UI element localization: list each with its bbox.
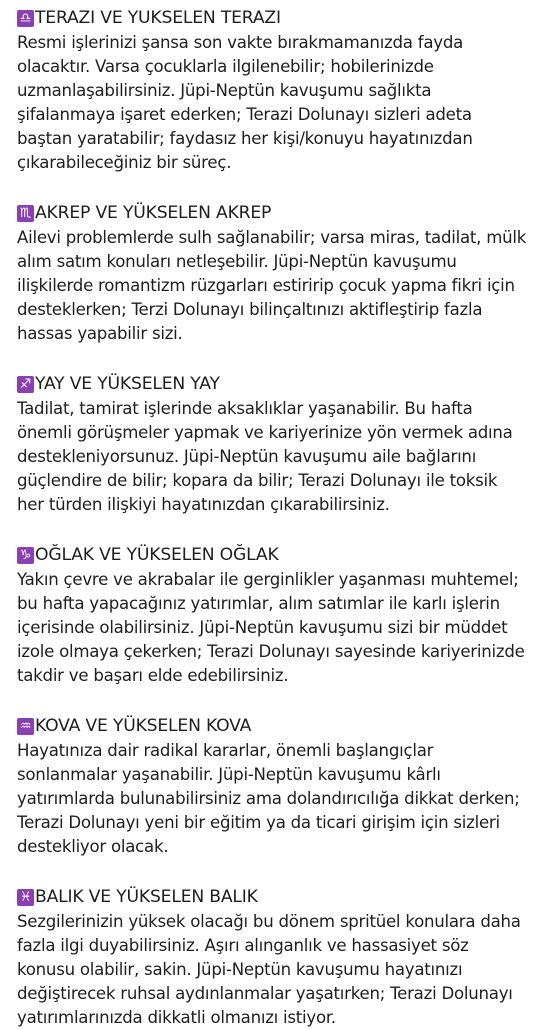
body-line: baştan yaratabilir; faydasız her kişi/konuyu hayatınızdan — [17, 129, 473, 148]
body-line: yatırımlarda bulunabilirsiniz ama dolandırıcılığa dikkat derken; — [17, 789, 520, 808]
body-line: fazla ilgi duyabilirsiniz. Aşırı alınganlık ve hassasiyet söz — [17, 936, 469, 955]
section-title: YAY VE YÜKSELEN YAY — [35, 374, 220, 394]
body-line: Terazi Dolunayı yeni bir eğitim ya da ticari girişim için sizleri — [17, 813, 500, 832]
aquarius-icon: ♒ — [17, 718, 34, 735]
section-heading — [17, 543, 533, 568]
body-line: şifalanmaya işaret ederken; Terazi Dolunayı sizleri adeta — [17, 105, 472, 124]
body-line: konusu olabilir, sakin. Jüpi-Neptün kavuşumu hayatınızı — [17, 960, 463, 979]
body-line: önemli görüşmeler yapmak ve kariyerinize yön vermek adına — [17, 423, 513, 442]
libra-icon: ♎ — [17, 10, 34, 27]
section-title: KOVA VE YÜKSELEN KOVA — [35, 716, 252, 736]
section-body — [17, 568, 533, 688]
section-title: AKREP VE YÜKSELEN AKREP — [35, 203, 272, 223]
body-line: her türden ilişkiyi hayatınızdan çıkarabilirsiniz. — [17, 495, 390, 514]
body-line: izole olmaya çekerken; Terazi Dolunayı sayesinde kariyerinizde — [17, 642, 525, 661]
sign-section — [17, 543, 533, 688]
body-line: değiştirecek ruhsal aydınlanmalar yaşatırken; Terazi Dolunayı — [17, 984, 513, 1003]
sign-section — [17, 201, 533, 346]
sign-section — [17, 372, 533, 517]
section-body — [17, 226, 533, 346]
sagittarius-icon: ♐ — [17, 376, 34, 393]
sign-section — [17, 885, 533, 1030]
body-line: çıkarabileceğiniz bir süreç. — [17, 153, 232, 172]
body-line: Resmi işlerinizi şansa son vakte bırakmamanızda fayda — [17, 33, 464, 52]
body-line: bu hafta yapacağınız yatırımlar, alım satımlar ile karlı işlerin — [17, 594, 500, 613]
body-line: takdir ve başarı elde edebilirsiniz. — [17, 666, 289, 685]
section-heading — [17, 372, 533, 397]
body-line: Ailevi problemlerde sulh sağlanabilir; varsa miras, tadilat, mülk — [17, 228, 527, 247]
body-line: içerisinde olabilirsiniz. Jüpi-Neptün kavuşumu sizi bir müddet — [17, 618, 508, 637]
sign-section — [17, 6, 533, 175]
body-line: Hayatınıza dair radikal kararlar, önemli başlangıçlar — [17, 741, 434, 760]
body-line: desteklerken; Terzi Dolunayı bilinçaltınızı aktifleştirip fazla — [17, 300, 483, 319]
body-line: sonlanmalar yaşanabilir. Jüpi-Neptün kavuşumu kârlı — [17, 765, 441, 784]
section-heading — [17, 714, 533, 739]
section-body — [17, 397, 533, 517]
body-line: alım satım konuları netleşebilir. Jüpi-Neptün kavuşumu — [17, 252, 457, 271]
body-line: ilişkilerde romantizm rüzgarları estiririp çocuk yapma fikri için — [17, 276, 515, 295]
body-line: yatırımlarınızda dikkatli olmanızı istiyor. — [17, 1008, 336, 1027]
section-body — [17, 910, 533, 1030]
body-line: olacaktır. Varsa çocuklarla ilgilenebilir; hobilerinizde — [17, 57, 434, 76]
body-line: Tadilat, tamirat işlerinde aksaklıklar yaşanabilir. Bu hafta — [17, 399, 473, 418]
section-heading — [17, 201, 533, 226]
section-heading — [17, 6, 533, 31]
body-line: uzmanlaşabilirsiniz. Jüpi-Neptün kavuşumu sağlıkta — [17, 81, 432, 100]
section-title: OĞLAK VE YÜKSELEN OĞLAK — [35, 545, 279, 565]
body-line: hassas yapabilir sizi. — [17, 324, 183, 343]
body-line: destekleniyorsunuz. Jüpi-Neptün kavuşumu aile bağlarını — [17, 447, 477, 466]
pisces-icon: ♓ — [17, 889, 34, 906]
scorpio-icon: ♏ — [17, 205, 34, 222]
section-body — [17, 31, 533, 175]
body-line: destekliyor olacak. — [17, 837, 169, 856]
capricorn-icon: ♑ — [17, 547, 34, 564]
section-title: BALIK VE YÜKSELEN BALIK — [35, 887, 258, 907]
section-heading — [17, 885, 533, 910]
sign-section — [17, 714, 533, 859]
section-body — [17, 739, 533, 859]
section-title: TERAZI VE YUKSELEN TERAZI — [35, 8, 281, 28]
body-line: Sezgilerinizin yüksek olacağı bu dönem spritüel konulara daha — [17, 912, 521, 931]
body-line: güçlendire de bilir; kopara da bilir; Terazi Dolunayı ile toksik — [17, 471, 498, 490]
body-line: Yakın çevre ve akrabalar ile gerginlikler yaşanması muhtemel; — [17, 570, 519, 589]
